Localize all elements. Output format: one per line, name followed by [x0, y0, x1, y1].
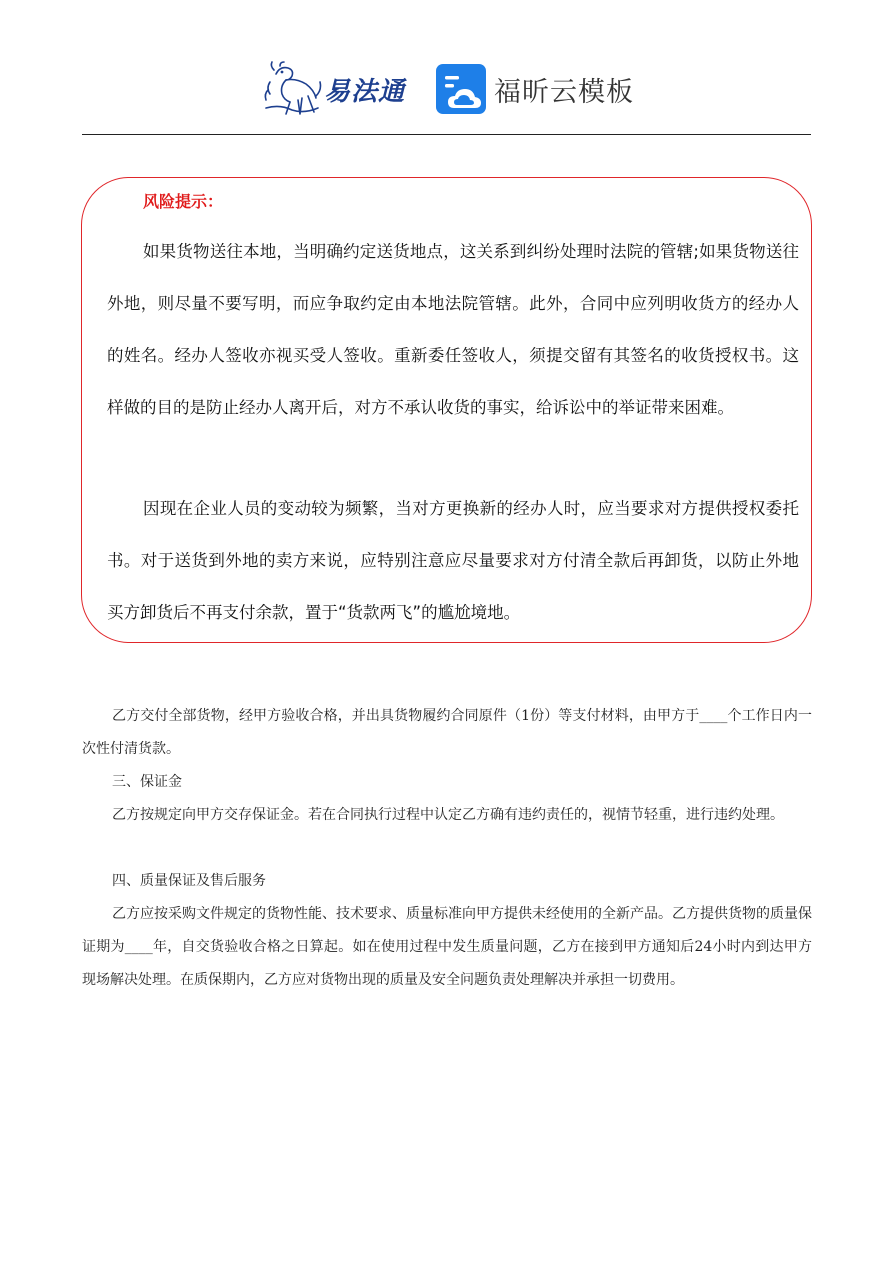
qilin-emblem-icon [262, 60, 322, 118]
page-header [0, 58, 893, 122]
yifatong-logo [262, 60, 405, 118]
risk-notice-title: 风险提示： [143, 192, 224, 211]
foxit-cloud-template-logo-text: 福昕云模板 [494, 76, 634, 108]
header-divider [82, 134, 811, 135]
yifatong-logo-text: 易法通 [324, 76, 406, 107]
foxit-cloud-template-logo [436, 64, 634, 114]
section-heading-deposit: 三、保证金 [112, 774, 182, 790]
quality-paragraph: 乙方应按采购文件规定的货物性能、技术要求、质量标准向甲方提供未经使用的全新产品。乙方提供货物的质量保证期为____年，自交货验收合格之日算起。如在使用过程中发生质量问题，乙方在接到甲方通知后24小时内到达甲方现场解决处理。在质保期内，乙方应对货物出现的质量及安全问题负责处理解决并承担一切费用。 [82, 906, 812, 988]
section-heading-quality: 四、质量保证及售后服务 [112, 873, 266, 889]
cloud-document-icon [436, 64, 486, 114]
payment-paragraph: 乙方交付全部货物，经甲方验收合格，并出具货物履约合同原件（1份）等支付材料，由甲方于____个工作日内一次性付清货款。 [82, 708, 812, 757]
risk-notice-paragraph-2: 因现在企业人员的变动较为频繁，当对方更换新的经办人时，应当要求对方提供授权委托书。对于送货到外地的卖方来说，应特别注意应尽量要求对方付清全款后再卸货，以防止外地买方卸货后不再支付余款，置于“货款两飞”的尴尬境地。 [107, 499, 799, 622]
deposit-paragraph: 乙方按规定向甲方交存保证金。若在合同执行过程中认定乙方确有违约责任的，视情节轻重，进行违约处理。 [112, 807, 784, 823]
risk-notice-paragraph-1: 如果货物送往本地，当明确约定送货地点，这关系到纠纷处理时法院的管辖;如果货物送往外地，则尽量不要写明，而应争取约定由本地法院管辖。此外，合同中应列明收货方的经办人的姓名。经办人签收亦视买受人签收。重新委任签收人，须提交留有其签名的收货授权书。这样做的目的是防止经办人离开后，对方不承认收货的事实，给诉讼中的举证带来困难。 [107, 242, 799, 417]
